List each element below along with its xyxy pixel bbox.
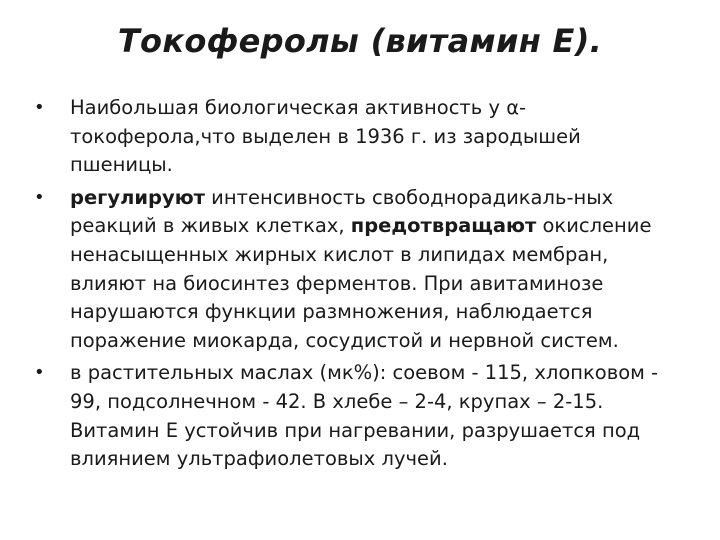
bold-term: регулируют	[70, 185, 205, 209]
bullet-text	[70, 186, 651, 352]
bold-term: предотвращают	[350, 214, 537, 238]
bullet-item-3	[34, 359, 684, 473]
bullet-text: в растительных маслах (мк%): соевом - 115, хлопковом - 99, подсолнечном - 42. В хлебе – 2-4, крупах – 2-15. Витамин Е устойчив при нагревании, разрушается под влиянием ультрафиолетовых лучей.	[70, 361, 659, 471]
bullet-icon: •	[34, 362, 45, 384]
bullet-icon: •	[34, 97, 45, 118]
bullet-icon: •	[34, 186, 45, 208]
bullet-text-part: окисление ненасыщенных жирных кислот в липидах мембран, влияют на биосинтез ферментов. При авитаминозе нарушаются функции размножения, наблюдается поражение миокарда, сосудистой и нервной систем.	[70, 214, 652, 352]
bullet-item-2	[34, 184, 684, 356]
bullet-list	[34, 94, 684, 478]
bullet-item-1	[34, 94, 684, 180]
bullet-text: Наибольшая биологическая активность у α-токоферола,что выделен в 1936 г. из зародышей пшеницы.	[70, 96, 581, 177]
bullet-text-part: интенсивность свободнорадикаль-ных реакций в живых клетках,	[70, 185, 614, 238]
slide-title: Токоферолы (витамин Е).	[117, 22, 603, 60]
